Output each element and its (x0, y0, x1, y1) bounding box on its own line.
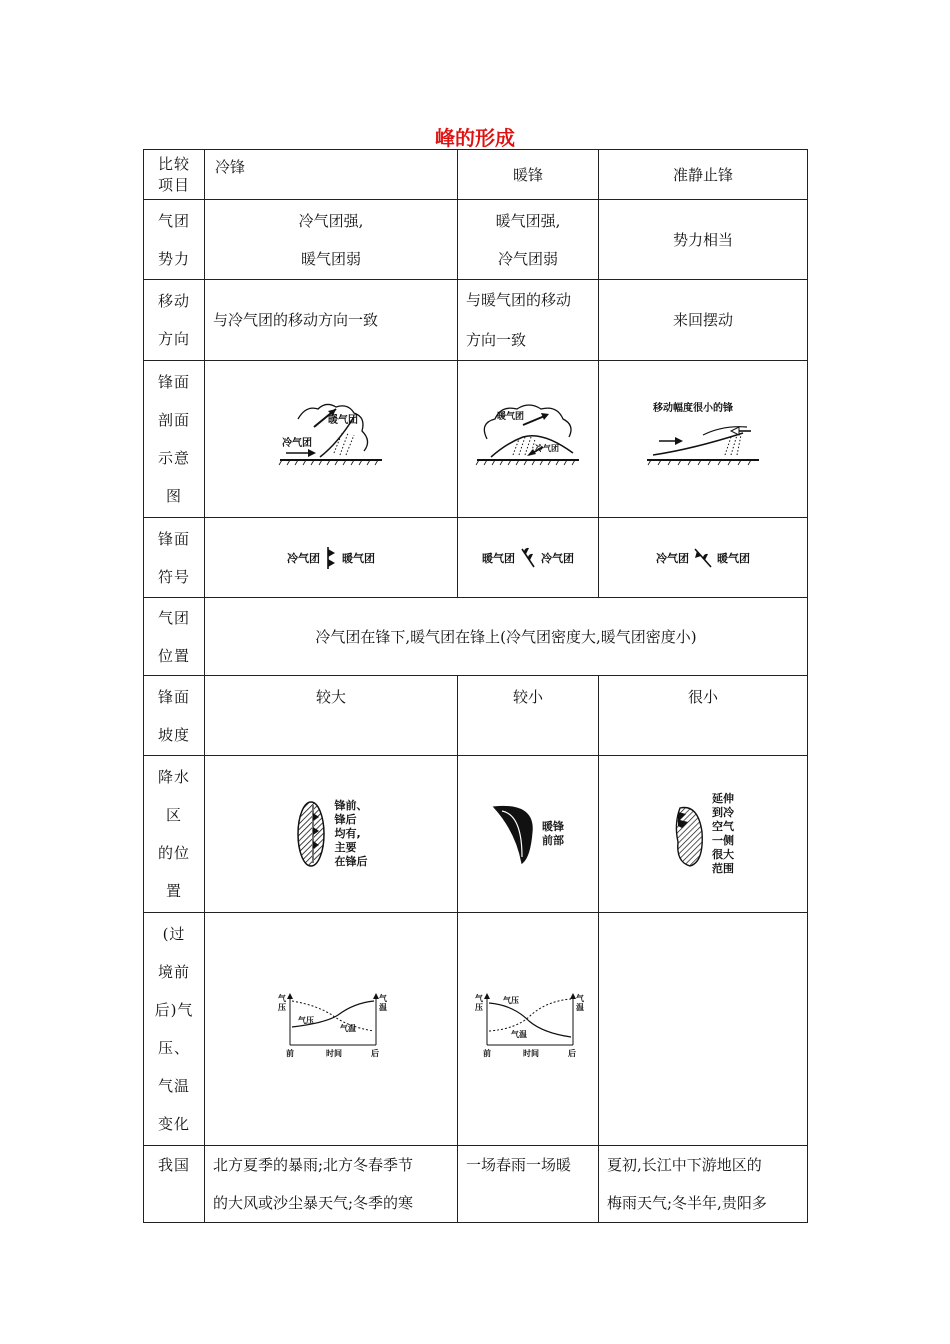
stationary-change-cell (599, 913, 808, 1146)
cold-symbol-right-label: 暖气团 (342, 551, 375, 565)
position-cell: 冷气团在锋下,暖气团在锋上(冷气团密度大,暖气团密度小) (205, 598, 808, 676)
row-label-rain (144, 756, 205, 913)
stationary-front-profile-diagram (643, 397, 763, 467)
cold-profile-cold-label: 冷气团 (282, 438, 312, 449)
warm-power-cell (458, 200, 599, 280)
warm-direction-cell (458, 280, 599, 361)
row-symbol (144, 518, 808, 598)
label-line: 位置 (157, 646, 190, 665)
warm-front-symbol-icon (519, 547, 537, 569)
warm-front-profile-diagram (473, 397, 583, 467)
warm-profile-cell (458, 361, 599, 518)
cold-slope-cell: 较大 (205, 676, 458, 756)
warm-change-cell (458, 913, 599, 1146)
cold-axis-right-top: 气 (379, 994, 387, 1003)
warm-front-header: 暖锋 (458, 150, 599, 200)
cold-direction-cell: 与冷气团的移动方向一致 (205, 280, 458, 361)
row-direction (144, 280, 808, 361)
stationary-china-cell (599, 1146, 808, 1223)
label-line: 的位 (157, 844, 190, 862)
cold-before-label: 前 (286, 1049, 294, 1058)
label-line: 降水 (157, 768, 190, 786)
cold-time-label: 时间 (326, 1049, 342, 1058)
warm-china-cell: 一场春雨一场暖 (458, 1146, 599, 1223)
warm-temperature-label: 气温 (511, 1030, 527, 1039)
cold-china-line-1: 北方夏季的暴雨;北方冬春季节 (213, 1156, 414, 1174)
warm-before-label: 前 (483, 1049, 491, 1058)
cold-pressure-label: 气压 (298, 1016, 314, 1025)
cold-pressure-temperature-chart (276, 987, 386, 1057)
cold-front-profile-diagram (276, 397, 386, 467)
warm-profile-warm-label: 暖气团 (497, 412, 525, 422)
label-line: (过 (162, 925, 186, 943)
warm-time-label: 时间 (523, 1049, 539, 1058)
warm-rain-cell (458, 756, 599, 913)
warm-profile-cold-label: 冷气团 (535, 444, 559, 453)
stationary-slope-cell: 很小 (599, 676, 808, 756)
label-line: 图 (165, 487, 182, 505)
cold-rain-description: 锋前、 锋后 均有, 主要 在锋后 (334, 799, 368, 868)
stationary-china-line-2: 梅雨天气;冬半年,贵阳多 (607, 1194, 767, 1212)
cold-china-cell (205, 1146, 458, 1223)
stationary-symbol-cell (599, 518, 808, 598)
warm-rain-area-diagram (492, 801, 536, 867)
front-comparison-table (143, 149, 808, 1223)
cold-axis-left-top: 气 (278, 994, 286, 1003)
label-line: 锋面 (157, 373, 190, 391)
warm-symbol-left-label: 暖气团 (482, 551, 515, 565)
row-label-slope (144, 676, 205, 756)
label-line: 锋面 (157, 687, 190, 706)
stationary-rain-cell (599, 756, 808, 913)
label-line: 示意 (157, 449, 190, 467)
cold-power-line-2: 暖气团弱 (300, 249, 361, 268)
row-rain (144, 756, 808, 913)
label-line: 区 (165, 806, 182, 824)
stationary-rain-area-diagram (672, 798, 706, 870)
stationary-direction-cell: 来回摆动 (599, 280, 808, 361)
cold-profile-warm-label: 暖气团 (328, 415, 358, 426)
label-line: 方向 (157, 330, 190, 348)
warm-power-line-2: 冷气团弱 (497, 249, 558, 268)
cold-power-line-1: 冷气团强, (298, 211, 364, 230)
row-label-symbol (144, 518, 205, 598)
label-line: 符号 (157, 567, 190, 586)
stationary-rain-description: 延伸 到冷 空气 一侧 很大 范围 (712, 792, 734, 875)
row-profile (144, 361, 808, 518)
row-label-power (144, 200, 205, 280)
warm-slope-cell: 较小 (458, 676, 599, 756)
stationary-china-line-1: 夏初,长江中下游地区的 (607, 1156, 762, 1174)
cold-rain-cell (205, 756, 458, 913)
row-label-change (144, 913, 205, 1146)
cold-change-cell (205, 913, 458, 1146)
cold-front-header: 冷锋 (205, 150, 458, 200)
label-line: 境前 (157, 963, 190, 981)
warm-pressure-label: 气压 (503, 996, 519, 1005)
row-label-china: 我国 (144, 1146, 205, 1223)
stationary-profile-label: 移动幅度很小的锋 (653, 403, 733, 414)
label-line: 压、 (157, 1039, 190, 1057)
label-line: 气温 (157, 1077, 190, 1095)
stationary-front-symbol-icon (693, 547, 713, 569)
label-line: 锋面 (157, 529, 190, 548)
row-label-profile (144, 361, 205, 518)
stationary-symbol-left-label: 冷气团 (656, 551, 689, 565)
page-title: 峰的形成 (435, 126, 515, 150)
warm-pressure-temperature-chart (473, 987, 583, 1057)
header-row (144, 150, 808, 200)
row-label-direction (144, 280, 205, 361)
stationary-symbol-right-label: 暖气团 (717, 551, 750, 565)
cold-symbol-left-label: 冷气团 (287, 551, 320, 565)
warm-axis-left-top: 气 (475, 994, 483, 1003)
warm-direction-line-2: 方向一致 (466, 331, 527, 349)
label-line: 变化 (157, 1115, 190, 1133)
compare-header (144, 150, 205, 200)
warm-after-label: 后 (568, 1049, 576, 1058)
label-line: 势力 (157, 249, 190, 268)
cold-temperature-label: 气温 (340, 1024, 356, 1033)
row-china (144, 1146, 808, 1223)
cold-china-line-2: 的大风或沙尘暴天气;冬季的寒 (213, 1194, 414, 1212)
label-line: 后)气 (154, 1001, 194, 1019)
label-line: 气团 (157, 211, 190, 230)
row-power (144, 200, 808, 280)
stationary-front-header: 准静止锋 (599, 150, 808, 200)
warm-symbol-cell (458, 518, 599, 598)
row-position (144, 598, 808, 676)
label-line: 气团 (157, 608, 190, 627)
cold-after-label: 后 (371, 1049, 379, 1058)
cold-rain-area-diagram (295, 799, 329, 869)
warm-axis-right-top: 气 (576, 994, 584, 1003)
label-line: 坡度 (157, 725, 190, 744)
header-label-2: 项目 (157, 175, 190, 194)
cold-axis-left-bottom: 压 (278, 1003, 286, 1012)
cold-front-symbol-icon (324, 546, 338, 570)
warm-power-line-1: 暖气团强, (495, 211, 561, 230)
warm-rain-description: 暖锋 前部 (542, 820, 564, 847)
row-slope (144, 676, 808, 756)
stationary-profile-cell (599, 361, 808, 518)
stationary-power-cell: 势力相当 (599, 200, 808, 280)
header-label-1: 比较 (157, 154, 190, 173)
warm-axis-left-bottom: 压 (475, 1003, 483, 1012)
label-line: 置 (165, 882, 182, 900)
warm-direction-line-1: 与暖气团的移动 (466, 291, 572, 309)
row-change (144, 913, 808, 1146)
cold-profile-cell (205, 361, 458, 518)
row-label-position (144, 598, 205, 676)
cold-symbol-cell (205, 518, 458, 598)
cold-power-cell (205, 200, 458, 280)
warm-symbol-right-label: 冷气团 (541, 551, 574, 565)
label-line: 剖面 (157, 411, 190, 429)
label-line: 移动 (157, 292, 190, 310)
warm-axis-right-bottom: 温 (576, 1003, 584, 1012)
cold-axis-right-bottom: 温 (379, 1003, 387, 1012)
